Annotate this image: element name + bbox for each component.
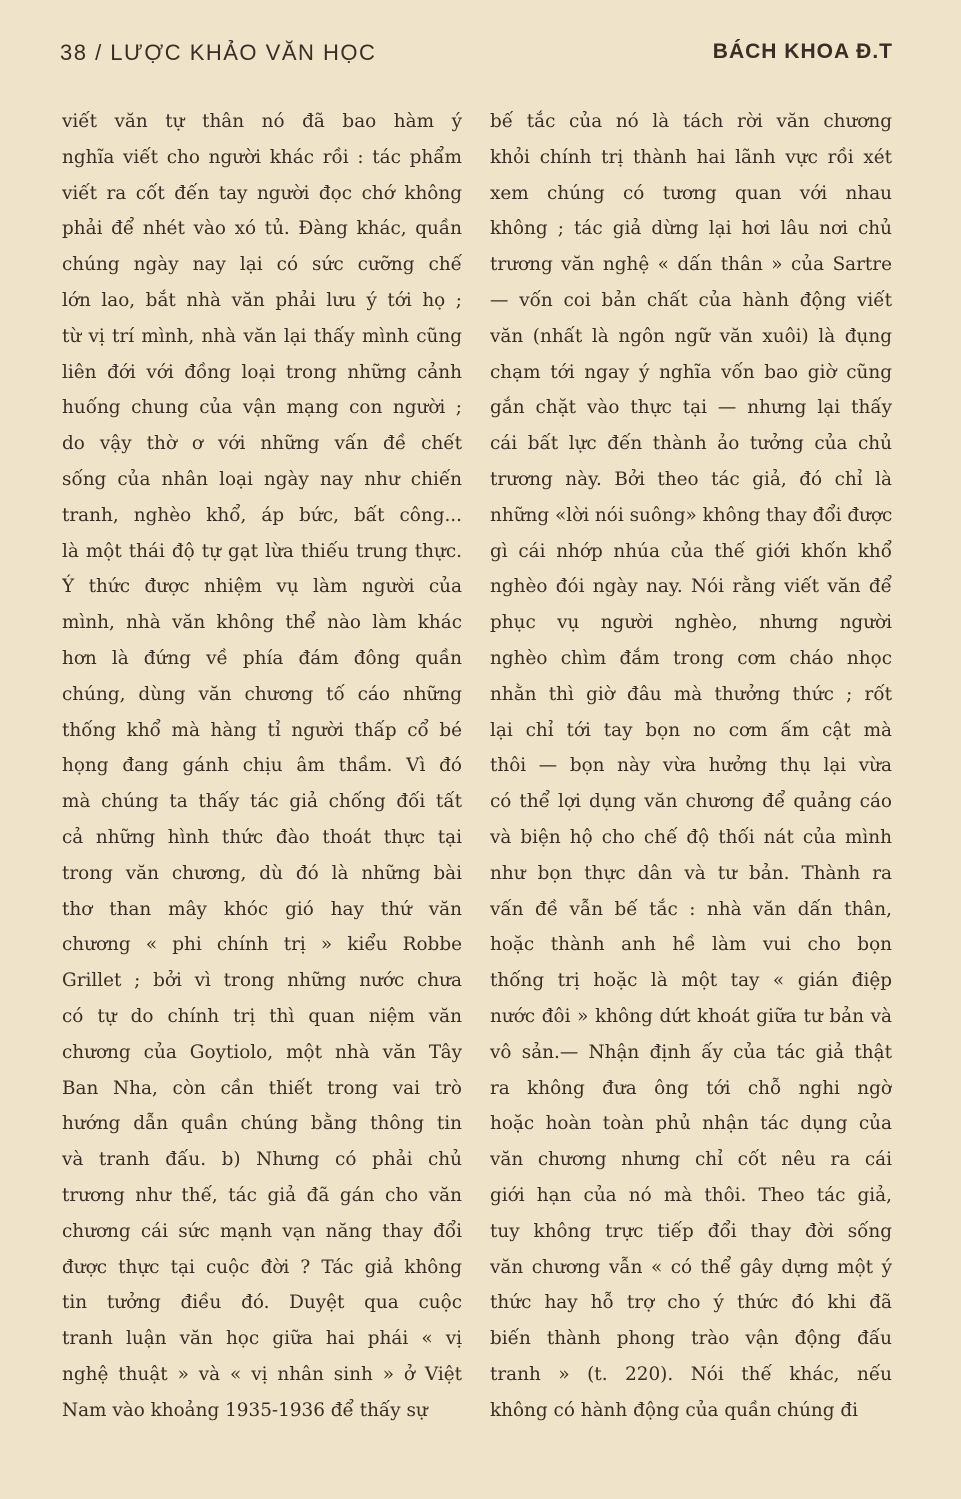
text-line: cả những hình thức đào thoát thực tại (62, 826, 462, 848)
text-line: liên đới với đồng loại trong những cảnh (62, 361, 462, 383)
running-header (60, 40, 893, 74)
text-line: nghèo đói ngày nay. Nói rằng viết văn để (490, 576, 892, 598)
text-line: hoặc hoàn toàn phủ nhận tác dụng của (490, 1113, 892, 1135)
text-line: phục vụ người nghèo, nhưng người (490, 612, 892, 634)
text-line: thức hay hỗ trợ cho ý thức đó khi đã (490, 1292, 892, 1314)
text-line: gì cái nhớp nhúa của thế giới khốn khổ (490, 540, 892, 562)
text-line: văn chương nhưng chỉ cốt nêu ra cái (490, 1149, 892, 1171)
text-line: do vậy thờ ơ với những vấn đề chết (62, 433, 462, 455)
text-line: trong văn chương, dù đó là những bài (62, 862, 462, 884)
text-line: trương văn nghệ « dấn thân » của Sartre (490, 254, 892, 276)
text-line: tuy không trực tiếp đổi thay đời sống (490, 1220, 892, 1242)
text-line: tin tưởng điều đó. Duyệt qua cuộc (62, 1292, 462, 1314)
text-line: viết ra cốt đến tay người đọc chớ không (62, 182, 462, 204)
publication-name: BÁCH KHOA Đ.T (712, 40, 893, 63)
text-line: sống của nhân loại ngày nay như chiến (62, 468, 462, 490)
text-line: phải để nhét vào xó tủ. Đàng khác, quần (62, 218, 462, 240)
text-line: có tự do chính trị thì quan niệm văn (62, 1005, 462, 1027)
right-text-column (490, 104, 892, 1428)
text-line: xem chúng có tương quan với nhau (490, 182, 892, 204)
text-line: là một thái độ tự gạt lừa thiếu trung thực. (62, 540, 462, 562)
text-line: nghèo chìm đắm trong cơm cháo nhọc (490, 647, 892, 669)
text-line: Ban Nha, còn cần thiết trong vai trò (62, 1077, 462, 1099)
text-line: thống khổ mà hàng tỉ người thấp cổ bé (62, 719, 462, 741)
text-line: chương của Goytiolo, một nhà văn Tây (62, 1041, 462, 1063)
text-line: biến thành phong trào vận động đấu (490, 1328, 892, 1350)
left-text-column (62, 104, 462, 1428)
text-line: trương như thế, tác giả đã gán cho văn (62, 1184, 462, 1206)
text-line: huống chung của vận mạng con người ; (62, 397, 462, 419)
text-line: bế tắc của nó là tách rời văn chương (490, 111, 892, 132)
text-line: ra không đưa ông tới chỗ nghi ngờ (490, 1077, 892, 1099)
text-line: viết văn tự thân nó đã bao hàm ý (62, 111, 462, 132)
text-line: chúng ngày nay lại có sức cưỡng chế (62, 254, 462, 276)
text-line: thơ than mây khóc gió hay thứ văn (62, 898, 462, 920)
text-line: Grillet ; bởi vì trong những nước chưa (62, 970, 462, 992)
text-line: văn chương vẫn « có thể gây dựng một ý (490, 1256, 892, 1278)
text-line: có thể lợi dụng văn chương để quảng cáo (490, 791, 892, 813)
text-line: từ vị trí mình, nhà văn lại thấy mình cũng (62, 325, 462, 347)
text-line: họng đang gánh chịu âm thầm. Vì đó (62, 755, 462, 777)
text-line: giới hạn của nó mà thôi. Theo tác giả, (490, 1184, 892, 1206)
text-line: chúng, dùng văn chương tố cáo những (62, 683, 462, 705)
text-line: nghệ thuật » và « vị nhân sinh » ở Việt (62, 1363, 462, 1385)
text-line: thôi — bọn này vừa hưởng thụ lại vừa (490, 755, 892, 777)
text-line: vấn đề vẫn bế tắc : nhà văn dấn thân, (490, 898, 892, 920)
text-line: và tranh đấu. b) Nhưng có phải chủ (62, 1149, 462, 1171)
text-line: Nam vào khoảng 1935-1936 để thấy sự (62, 1399, 428, 1421)
text-line: vô sản.— Nhận định ấy của tác giả thật (490, 1041, 892, 1063)
text-line: không ; tác giả dừng lại hơi lâu nơi chủ (490, 218, 892, 240)
text-line: lớn lao, bắt nhà văn phải lưu ý tới họ ; (62, 289, 462, 311)
text-line: và biện hộ cho chế độ thối nát của mình (490, 826, 892, 848)
text-line: — vốn coi bản chất của hành động viết (490, 289, 892, 311)
text-line: nhằn thì giờ đâu mà thưởng thức ; rốt (490, 683, 892, 705)
text-line: như bọn thực dân và tư bản. Thành ra (490, 862, 892, 884)
text-line: chạm tới ngay ý nghĩa vốn bao giờ cũng (490, 361, 892, 383)
text-line: không có hành động của quần chúng đi (490, 1399, 859, 1421)
text-line: lại chỉ tới tay bọn no cơm ấm cật mà (490, 719, 892, 741)
text-line: được thực tại cuộc đời ? Tác giả không (62, 1256, 462, 1278)
text-line: nghĩa viết cho người khác rồi : tác phẩm (62, 146, 462, 168)
text-line: mà chúng ta thấy tác giả chống đối tất (62, 791, 462, 813)
text-line: những «lời nói suông» không thay đổi được (490, 504, 892, 526)
text-line: tranh » (t. 220). Nói thế khác, nếu (490, 1363, 892, 1385)
text-line: hướng dẫn quần chúng bằng thông tin (62, 1113, 462, 1135)
text-line: thống trị hoặc là một tay « gián điệp (490, 970, 892, 992)
text-line: hoặc thành anh hề làm vui cho bọn (490, 934, 892, 956)
text-line: mình, nhà văn không thể nào làm khác (62, 612, 462, 634)
text-line: văn (nhất là ngôn ngữ văn xuôi) là đụng (490, 325, 892, 347)
text-line: khỏi chính trị thành hai lãnh vực rồi xét (490, 146, 892, 168)
text-line: gắn chặt vào thực tại — nhưng lại thấy (490, 397, 892, 419)
text-line: cái bất lực đến thành ảo tưởng của chủ (490, 433, 892, 455)
text-line: Ý thức được nhiệm vụ làm người của (62, 576, 462, 598)
text-line: hơn là đứng về phía đám đông quần (62, 647, 462, 669)
text-line: nước đôi » không dứt khoát giữa tư bản và (490, 1005, 892, 1027)
text-line: tranh luận văn học giữa hai phái « vị (62, 1328, 462, 1350)
text-line: trương này. Bởi theo tác giả, đó chỉ là (490, 468, 892, 490)
page-number-and-title: 38 / LƯỢC KHẢO VĂN HỌC (60, 40, 377, 65)
text-line: tranh, nghèo khổ, áp bức, bất công... (62, 504, 462, 526)
text-line: chương cái sức mạnh vạn năng thay đổi (62, 1220, 462, 1242)
text-line: chương « phi chính trị » kiểu Robbe (62, 934, 462, 956)
